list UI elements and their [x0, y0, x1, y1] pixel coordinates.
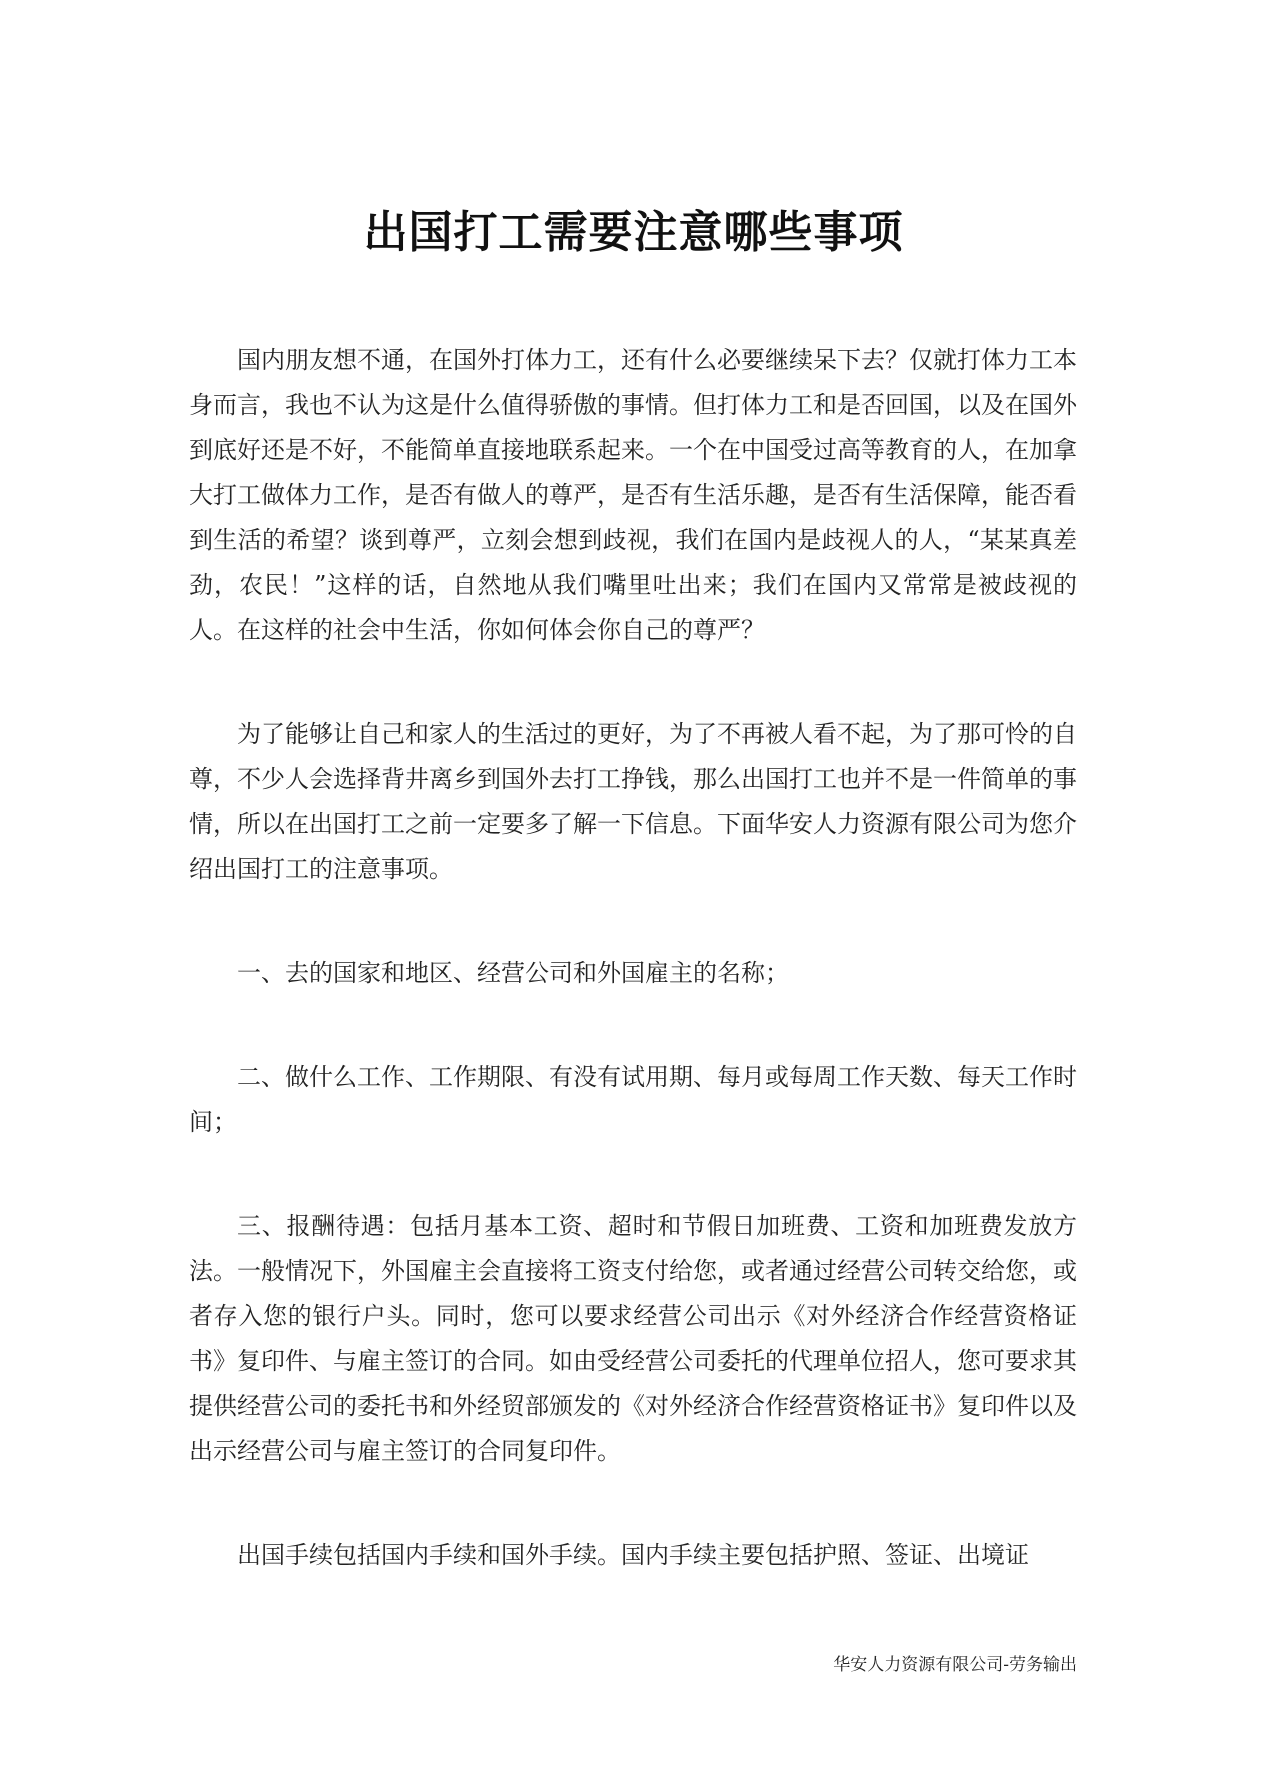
- paragraph-gap: [189, 1145, 1077, 1204]
- paragraph-gap: [189, 1474, 1077, 1533]
- footer-company: 华安人力资源有限公司-劳务输出: [833, 1655, 1077, 1675]
- page-title: 出国打工需要注意哪些事项: [363, 207, 904, 258]
- paragraph-item-2: 二、做什么工作、工作期限、有没有试用期、每月或每周工作天数、每天工作时间；: [189, 1063, 1077, 1136]
- paragraph-gap: [189, 892, 1077, 951]
- paragraph-gap: [189, 996, 1077, 1055]
- document-body: [189, 338, 1077, 1578]
- paragraph-procedures: 出国手续包括国内手续和国外手续。国内手续主要包括护照、签证、出境证: [237, 1541, 1029, 1569]
- paragraph-purpose: 为了能够让自己和家人的生活过的更好，为了不再被人看不起，为了那可怜的自尊，不少人会选择背井离乡到国外去打工挣钱，那么出国打工也并不是一件简单的事情，所以在出国打工之前一定要多了解一下信息。下面华安人力资源有限公司为您介绍出国打工的注意事项。: [189, 720, 1077, 883]
- paragraph-gap: [189, 653, 1077, 712]
- paragraph-item-3: 三、报酬待遇：包括月基本工资、超时和节假日加班费、工资和加班费发放方法。一般情况下，外国雇主会直接将工资支付给您，或者通过经营公司转交给您，或者存入您的银行户头。同时，您可以要求经营公司出示《对外经济合作经营资格证书》复印件、与雇主签订的合同。如由受经营公司委托的代理单位招人，您可要求其提供经营公司的委托书和外经贸部颁发的《对外经济合作经营资格证书》复印件以及出示经营公司与雇主签订的合同复印件。: [189, 1212, 1077, 1465]
- paragraph-item-1: 一、去的国家和地区、经营公司和外国雇主的名称；: [237, 959, 789, 987]
- paragraph-intro: 国内朋友想不通，在国外打体力工，还有什么必要继续呆下去？仅就打体力工本身而言，我也不认为这是什么值得骄傲的事情。但打体力工和是否回国，以及在国外到底好还是不好，不能简单直接地联系起来。一个在中国受过高等教育的人，在加拿大打工做体力工作，是否有做人的尊严，是否有生活乐趣，是否有生活保障，能否看到生活的希望？谈到尊严，立刻会想到歧视，我们在国内是歧视人的人，“某某真差劲，农民！”这样的话，自然地从我们嘴里吐出来；我们在国内又常常是被歧视的人。在这样的社会中生活，你如何体会你自己的尊严？: [189, 346, 1077, 644]
